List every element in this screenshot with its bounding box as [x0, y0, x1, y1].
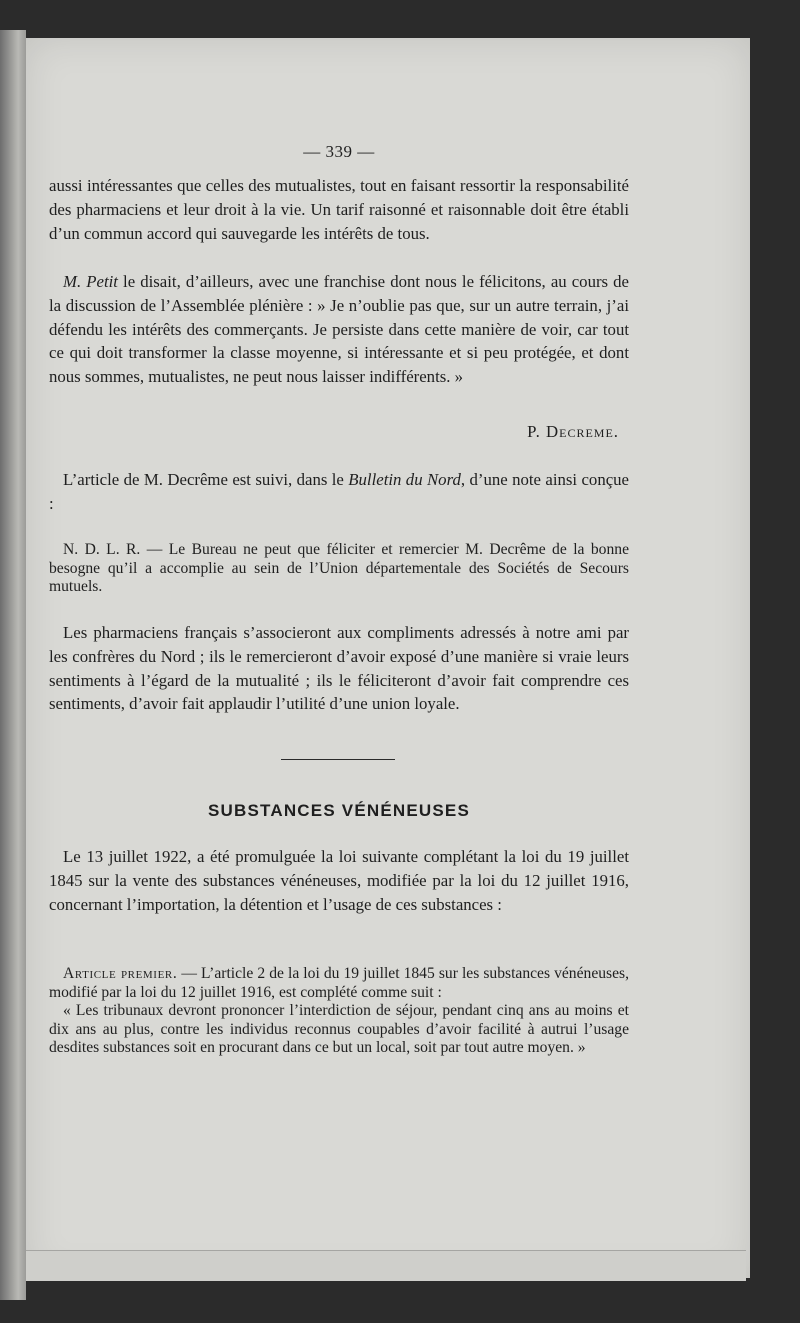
publication-title: Bulletin du Nord — [348, 470, 461, 489]
paragraph-2: M. Petit le disait, d’ailleurs, avec une franchise dont nous le félicitons, au cours de la discussion de l’Assemblée plénière : » Je n’oublie pas que, sur un autre terrain, j’ai défendu les intérêts des commerçants. Je persiste dans cette manière de voir, car tout ce qui doit transformer la classe moyenne, si intéressante et si peu protégée, et dont nous sommes, mutualistes, ne peut nous laisser indifférents. » — [49, 272, 630, 387]
page-number: — 339 — — [303, 142, 375, 161]
scan-edge — [0, 30, 26, 1300]
article-label: Article premier. — [63, 965, 178, 982]
paragraph-4: Les pharmaciens français s’associeront aux compliments adressés à notre ami par les confrères du Nord ; ils le remercieront d’avoir exposé d’une manière si vraie leurs sentiments à l’égard de la mutualité ; ils le féliciteront d’avoir fait comprendre ces sentiments, d’avoir fait applaudir l’utilité d’une union loyale. — [49, 623, 629, 714]
section-heading: SUBSTANCES VÉNÉNEUSES — [208, 801, 470, 820]
signature: P. Decreme. — [527, 422, 619, 441]
person-name: M. Petit — [63, 272, 118, 291]
paragraph-1: aussi intéressantes que celles des mutualistes, tout en faisant ressortir la responsabilité des pharmaciens et leur droit à la vie. Un tarif raisonné et raisonnable doit être établi d’un commun accord qui sauvegarde les intérêts de tous. — [49, 176, 629, 243]
paragraph-3: L’article de M. Decrême est suivi, dans le Bulletin du Nord, d’une note ainsi conçue : — [49, 470, 630, 513]
law-quote: « Les tribunaux devront prononcer l’interdiction de séjour, pendant cinq ans au moins et dix ans au plus, contre les individus reconnus coupables d’avoir facilité à autrui l’usage desdites substances soit en procurant dans ce but un local, soit par tout autre moyen. » — [49, 1002, 629, 1056]
paragraph-5: Le 13 juillet 1922, a été promulguée la loi suivante complétant la loi du 19 juillet 1845 sur la vente des substances vénéneuses, modifiée par la loi du 12 juillet 1916, concernant l’importation, la détention et l’usage de ces substances : — [49, 847, 629, 914]
section-divider — [281, 759, 395, 760]
page-bottom-edge — [26, 1250, 746, 1281]
law-article: Article premier. — L’article 2 de la loi du 19 juillet 1845 sur les substances vénéneuses, modifié par la loi du 12 juillet 1916, est complété comme suit : « Les tribunaux devront prononcer l’interdiction de séjour, pendant cinq ans au moins et dix ans au plus, contre les individus reconnus coupables d’avoir facilité à autrui l’usage desdites substances soit en procurant dans ce but un local, soit par tout autre moyen. » — [49, 965, 629, 1056]
editorial-note: N. D. L. R. — Le Bureau ne peut que féliciter et remercier M. Decrême de la bonne besogne qu’il a accomplie au sein de l’Union départementale des Sociétés de Secours mutuels. — [49, 541, 629, 595]
